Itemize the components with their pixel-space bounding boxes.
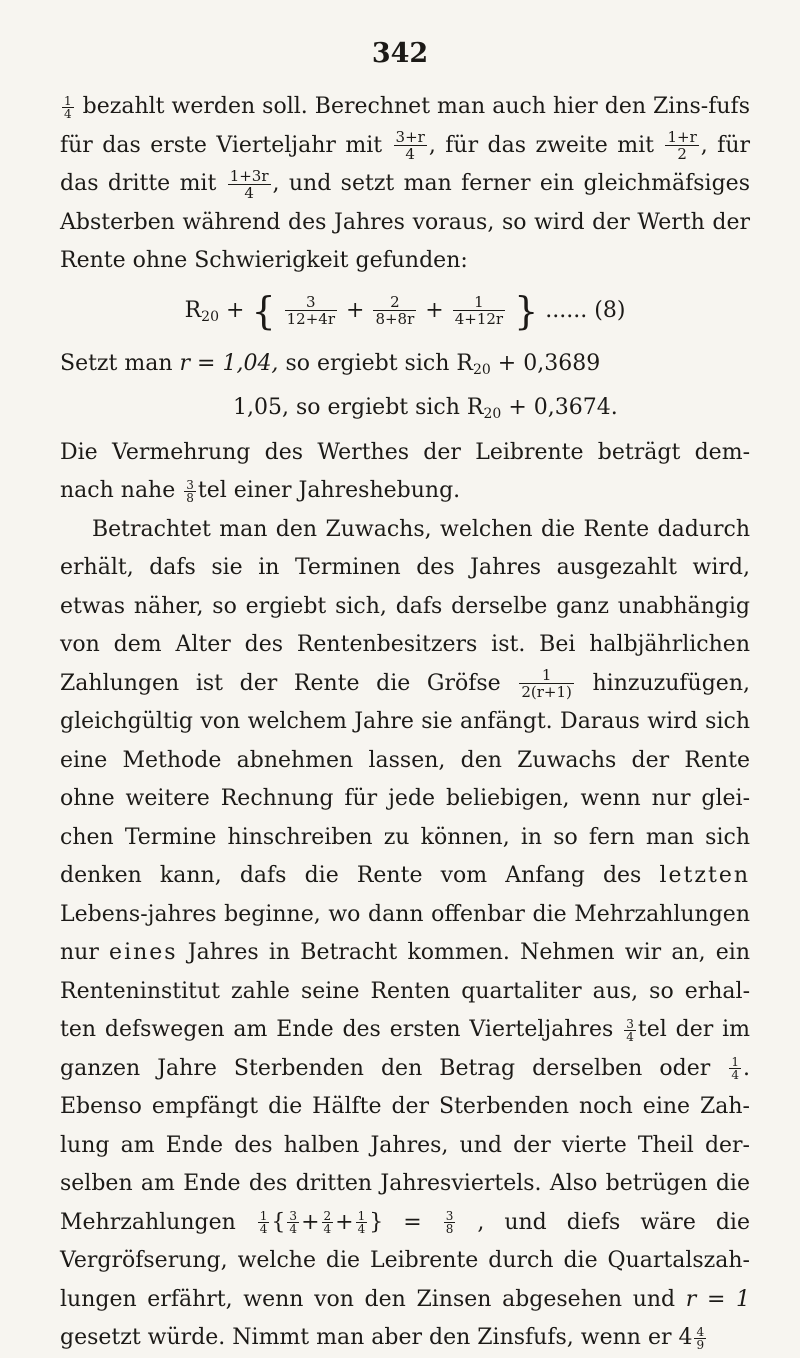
fraction-three-quarters: $\frac{3}{4}$ — [626, 1016, 634, 1044]
fraction-three-eighths: $\frac{3}{8}$ — [186, 477, 194, 505]
paragraph-3: Betrachtet man den Zuwachs, welchen die Rente dadurch erhält, dafs sie in Terminen des Jahres ausgezahlt wird, etwas näher, so ergiebt sich, dafs derselbe ganz unabhängig von dem Alter des Rentenbesitzers ist. Bei halbjährlichen Zahlungen ist der Rente die Gröfse $\frac{1}{2(r+1)}$ hinzuzufügen, gleichgültig von welchem Jahre sie anfängt. Daraus wird sich eine Methode abnehmen lassen, den Zuwachs der Rente ohne weitere Rechnung für jede beliebigen, wenn nur glei-chen Termine hinschreiben zu können, in so fern man sich denken kann, dafs die Rente vom Anfang des letzten Lebens-jahres beginne, wo dann offenbar die Mehrzahlungen nur eines Jahres in Betracht kommen. Nehmen wir an, ein Renteninstitut zahle seine Renten quartaliter aus, so erhal-ten defswegen am Ende des ersten Vierteljahres $\frac{3}{4}$ tel der im ganzen Jahre Sterbenden den Betrag derselben oder $\frac{1}{4}$ . Ebenso empfängt die Hälfte der Sterbenden noch eine Zah-lung am Ende des halben Jahres, und der vierte Theil der-selben am Ende des dritten Jahresviertels. Also betrügen die Mehrzahlungen $\frac{1}{4}$ { $\frac{3}{4}$ + $\frac{2}{4}$ + $\frac{1}{4}$ } = $\frac{3}{8}$ , und diefs wäre die Vergröfserung, welche die Leibrente durch die Quartalszah-lungen erfährt, wenn von den Zinsen abgesehen und r = 1 gesetzt würde. Nimmt man aber den Zinsfufs, wenn er 4 $\frac{4}{9}$ — [60, 516, 751, 1352]
fraction-half-year: $\frac{1}{2(r+1)}$ — [521, 666, 572, 701]
fraction-first-quarter-rate: $\frac{3+r}{4}$ — [395, 128, 425, 163]
fraction-four-ninths: $\frac{4}{9}$ — [696, 1324, 705, 1352]
result-line-2: 1,05, so ergiebt sich $R_{20} + 0,3674$. — [233, 395, 618, 422]
fraction-second-quarter-rate: $\frac{1+r}{2}$ — [667, 128, 697, 163]
result-line-1: Setzt man r = 1,04, so ergiebt sich $R_{20} + 0,3689$ — [60, 350, 601, 378]
sum-expression: $\frac{1}{4}$ { $\frac{3}{4}$ + $\frac{2}{4}$ + $\frac{1}{4}$ } = $\frac{3}{8}$ — [259, 1209, 454, 1236]
paragraph-1: $\frac{1}{4}$ bezahlt werden soll. Berechnet man auch hier den Zins-fufs für das erste Vierteljahr mit $\frac{3+r}{4}$ , für das zweite mit $\frac{1+r}{2}$ , für das dritte mit $\frac{1+3r}{4}$ , und setzt man ferner ein gleichmäfsiges Absterben während des Jahres voraus, so wird der Werth der Rente ohne Schwierigkeit gefunden: — [60, 93, 751, 273]
formula-term-3: $\frac{1}{4+12r}$ — [454, 293, 504, 328]
paragraph-2: Die Vermehrung des Werthes der Leibrente beträgt dem-nach nahe $\frac{3}{8}$ tel einer Jahreshebung. — [60, 439, 750, 505]
page-number: 342 — [371, 38, 429, 69]
formula-term-1: $\frac{3}{12+4r}$ — [286, 293, 335, 328]
main-text — [60, 88, 750, 1358]
fraction-one-quarter: $\frac{1}{4}$ — [731, 1055, 740, 1082]
fraction-quarter: $\frac{1}{4}$ — [64, 93, 72, 121]
fraction-third-quarter-rate: $\frac{1+3r}{4}$ — [229, 166, 269, 202]
equation-label: (8) — [594, 297, 626, 323]
formula-term-2: $\frac{2}{8+8r}$ — [375, 293, 415, 328]
formula-8: $R_{20}$ + { $\frac{3}{12+4r}$ + $\frac{2}{8+8r}$ + $\frac{1}{4+12r}$ } ...... (8) — [184, 288, 626, 333]
